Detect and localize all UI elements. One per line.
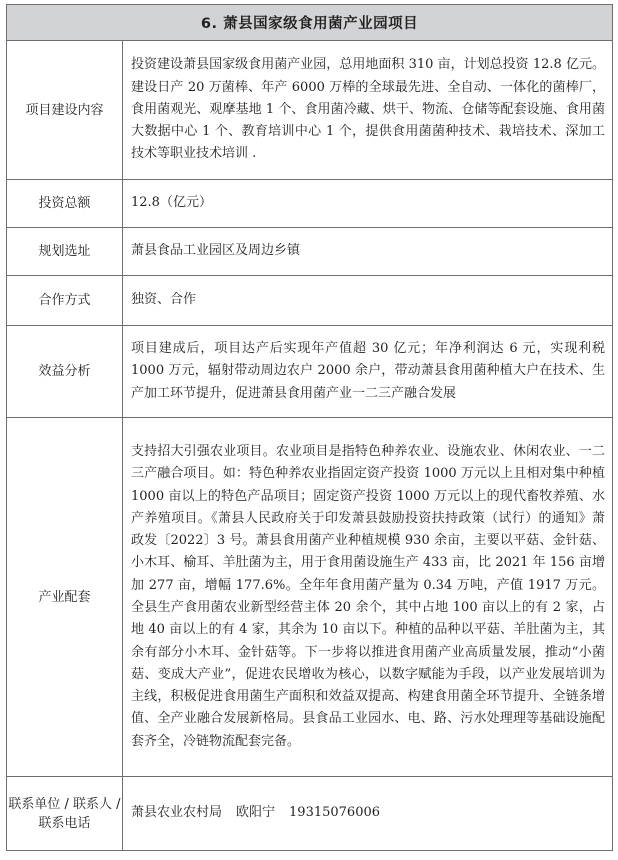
- row-label-cooperation-mode: 合作方式: [7, 276, 123, 326]
- table-row: [7, 326, 613, 418]
- table-row: [7, 41, 613, 180]
- row-label-benefit-analysis: 效益分析: [7, 326, 123, 418]
- table-row: [7, 180, 613, 228]
- row-label-investment-total: 投资总额: [7, 180, 123, 228]
- row-value-benefit-analysis: 项目建成后，项目达产后实现年产值超 30 亿元；年净利润达 6 元，实现利税 1000 万元，辐射带动周边农户 2000 余户，带动萧县食用菌种植大户在技术、生产加工环节提升，促进萧县食用菌产业一二三产融合发展: [123, 326, 613, 418]
- row-value-construction-content: 投资建设萧县国家级食用菌产业园，总用地面积 310 亩，计划总投资 12.8 亿元。建设日产 20 万菌棒、年产 6000 万棒的全球最先进、全自动、一体化的菌棒厂，食用菌观光、观摩基地 1 个、食用菌冷藏、烘干、物流、仓储等配套设施、食用菌大数据中心 1 个、教育培训中心 1 个，提供食用菌菌种技术、栽培技术、深加工技术等职业技术培训 .: [123, 41, 613, 180]
- table-row: [7, 418, 613, 777]
- table-row: [7, 228, 613, 276]
- row-value-industry-support: 支持招大引强农业项目。农业项目是指特色种养农业、设施农业、休闲农业、一二三产融合项目。如：特色种养农业指固定资产投资 1000 万元以上且相对集中种植 1000 亩以上的特色产品项目；固定资产投资 1000 万元以上的现代畜牧养殖、水产养殖项目。《萧县人民政府关于印发萧县鼓励投资扶持政策（试行）的通知》萧政发〔2022〕3 号。萧县食用菌产业种植规模 930 余亩，主要以平菇、金针菇、小木耳、榆耳、羊肚菌为主，用于食用菌设施生产 433 亩，比 2021 年 156 亩增加 277 亩，增幅 177.6%。全年年食用菌产量为 0.34 万吨，产值 1917 万元。全县生产食用菌农业新型经营主体 20 余个，其中占地 100 亩以上的有 2 家，占地 40 亩以上的有 4 家，其余为 10 亩以下。种植的品种以平菇、羊肚菌为主，其余有部分小木耳、金针菇等。下一步将以推进食用菌产业高质量发展，推动“小菌菇、变成大产业”，促进农民增收为核心，以数字赋能为手段，以产业发展培训为主线，积极促进食用菌生产面积和效益双提高、构建食用菌全环节提升、全链条增值、全产业融合发展新格局。县食品工业园水、电、路、污水处理理等基础设施配套齐全，冷链物流配套完备。: [123, 418, 613, 777]
- row-value-contact: [123, 777, 613, 851]
- row-value-investment-total: 12.8（亿元）: [123, 180, 613, 228]
- contact-unit: 萧县农业农村局: [131, 805, 223, 821]
- row-value-planned-site: 萧县食品工业园区及周边乡镇: [123, 228, 613, 276]
- table-title: 6. 萧县国家级食用菌产业园项目: [7, 5, 613, 41]
- table-row: [7, 777, 613, 851]
- title-row: [7, 5, 613, 41]
- table-row: [7, 276, 613, 326]
- row-label-industry-support: 产业配套: [7, 418, 123, 777]
- row-label-construction-content: 项目建设内容: [7, 41, 123, 180]
- project-table: [6, 4, 613, 851]
- row-label-contact: 联系单位 / 联系人 / 联系电话: [7, 777, 123, 851]
- row-value-cooperation-mode: 独资、合作: [123, 276, 613, 326]
- contact-person: 欧阳宁: [236, 805, 276, 821]
- contact-phone: 19315076006: [289, 805, 381, 821]
- project-table-document: [6, 4, 612, 851]
- row-label-planned-site: 规划选址: [7, 228, 123, 276]
